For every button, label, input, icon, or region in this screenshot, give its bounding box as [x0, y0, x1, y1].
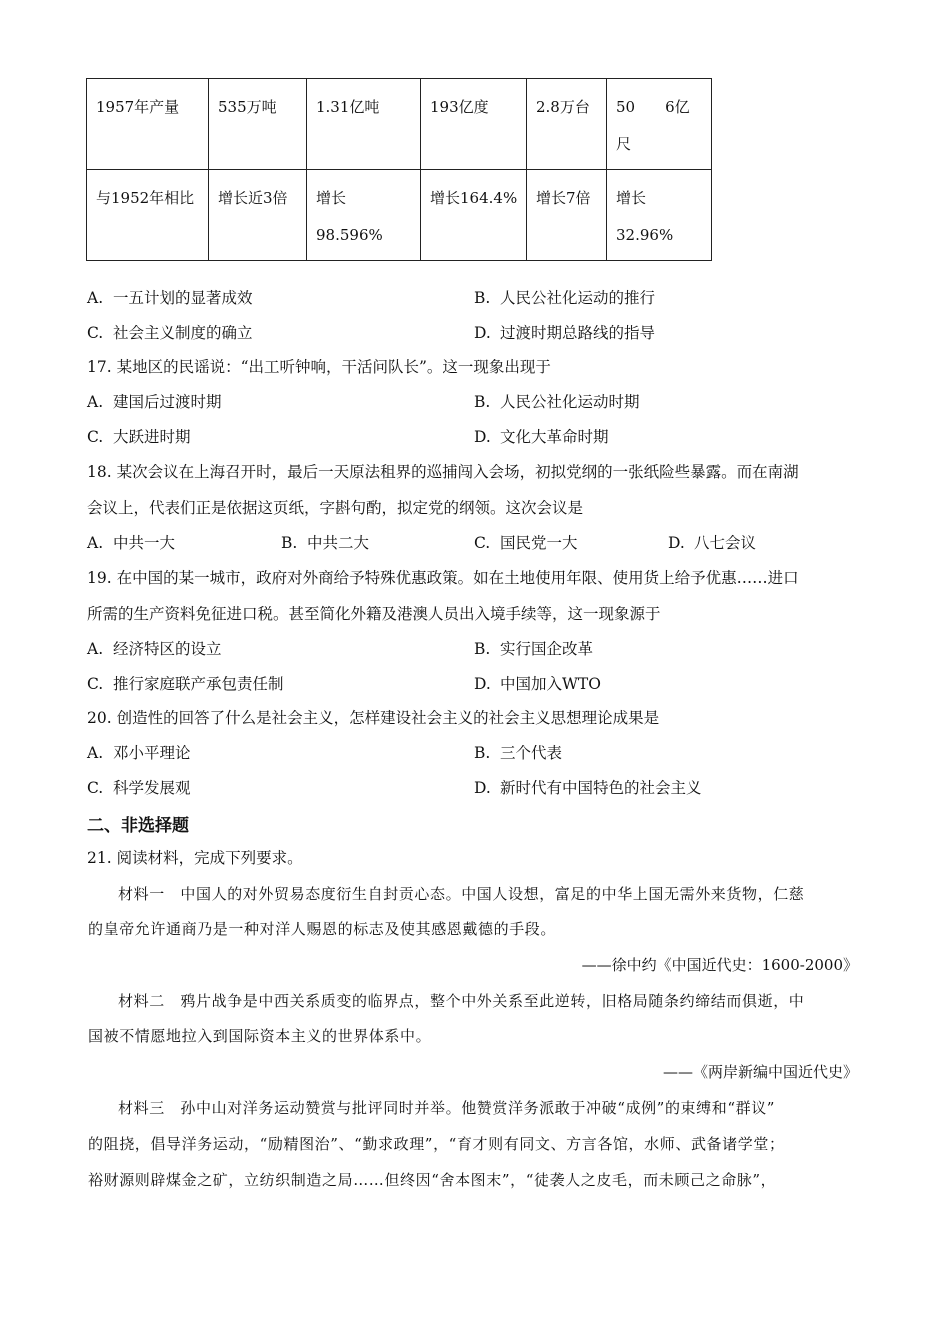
q19-option-b: [474, 639, 593, 659]
option-text: 三个代表: [500, 744, 563, 762]
table-cell: 增长近3倍: [209, 170, 307, 261]
material-1-line1: 材料一 中国人的对外贸易态度衍生自封贡心态。中国人设想，富足的中华上国无需外来货物，仁慈: [118, 885, 805, 903]
table-cell: 2.8万台: [527, 79, 607, 170]
q18-stem-line2: 会议上，代表们正是依据这页纸，字斟句酌，拟定党的纲领。这次会议是: [87, 499, 584, 517]
option-label: B.: [474, 393, 491, 411]
q16-option-b: [474, 288, 655, 308]
q19-stem-line2: 所需的生产资料免征进口税。甚至简化外籍及港澳人员出入境手续等，这一现象源于: [87, 605, 661, 623]
option-label: D.: [474, 779, 491, 797]
section-title: 二、非选择题: [87, 816, 189, 836]
q17-stem: 17. 某地区的民谣说：“出工听钟响，干活问队长”。这一现象出现于: [87, 358, 551, 376]
option-label: C.: [474, 534, 491, 552]
q18-stem-line1: 18. 某次会议在上海召开时，最后一天原法租界的巡捕闯入会场，初拟党纲的一张纸险些暴露。而在南湖: [87, 463, 799, 481]
table-cell: 增长7倍: [527, 170, 607, 261]
table-cell: 193亿度: [421, 79, 527, 170]
option-label: C.: [87, 675, 104, 693]
option-text: 中国加入WTO: [500, 675, 601, 693]
option-text: 邓小平理论: [113, 744, 191, 762]
option-label: B.: [474, 640, 491, 658]
option-text: 过渡时期总路线的指导: [500, 324, 656, 342]
option-label: A.: [87, 640, 104, 658]
material-3-line1: 材料三 孙中山对洋务运动赞赏与批评同时并举。他赞赏洋务派敢于冲破“成例”的束缚和“群议”: [118, 1099, 776, 1117]
table-cell: 增长32.96%: [607, 170, 712, 261]
option-label: D.: [668, 534, 685, 552]
option-text: 经济特区的设立: [113, 640, 222, 658]
material-3-line3: 裕财源则辟煤金之矿，立纺织制造之局……但终因“舍本图末”，“徒袭人之皮毛，而未顾己之命脉”，: [88, 1171, 777, 1189]
option-text: 国民党一大: [500, 534, 578, 552]
option-text: 建国后过渡时期: [113, 393, 222, 411]
q18-option-d: [668, 533, 756, 553]
option-text: 新时代有中国特色的社会主义: [500, 779, 702, 797]
table-cell: 增长98.596%: [307, 170, 421, 261]
option-text: 中共二大: [307, 534, 370, 552]
table-cell: 535万吨: [209, 79, 307, 170]
option-text: 一五计划的显著成效: [113, 289, 253, 307]
option-label: C.: [87, 428, 104, 446]
q16-option-d: [474, 323, 655, 343]
q18-option-b: [281, 533, 369, 553]
q16-option-c: [87, 323, 253, 343]
q19-option-a: [87, 639, 222, 659]
option-text: 中共一大: [113, 534, 176, 552]
production-table: [86, 78, 712, 261]
option-text: 推行家庭联产承包责任制: [113, 675, 284, 693]
option-label: D.: [474, 428, 491, 446]
material-2-source: ——《两岸新编中国近代史》: [662, 1063, 858, 1081]
q21-stem: 21. 阅读材料，完成下列要求。: [87, 849, 303, 867]
option-label: B.: [474, 289, 491, 307]
material-2-line2: 国被不情愿地拉入到国际资本主义的世界体系中。: [88, 1027, 432, 1045]
table-cell: 1.31亿吨: [307, 79, 421, 170]
q17-option-d: [474, 427, 609, 447]
option-text: 科学发展观: [113, 779, 191, 797]
q20-option-a: [87, 743, 191, 763]
q18-option-a: [87, 533, 175, 553]
option-label: A.: [87, 744, 104, 762]
table-row: [87, 170, 712, 261]
material-1-line2: 的皇帝允许通商乃是一种对洋人赐恩的标志及使其感恩戴德的手段。: [88, 920, 557, 938]
q19-stem-line1: 19. 在中国的某一城市，政府对外商给予特殊优惠政策。如在土地使用年限、使用货上给予优惠……进口: [87, 569, 799, 587]
q19-option-c: [87, 674, 284, 694]
option-text: 社会主义制度的确立: [113, 324, 253, 342]
option-label: C.: [87, 324, 104, 342]
option-label: C.: [87, 779, 104, 797]
option-text: 文化大革命时期: [500, 428, 609, 446]
option-label: A.: [87, 393, 104, 411]
option-text: 八七会议: [694, 534, 757, 552]
table-cell: 与1952年相比: [87, 170, 209, 261]
option-label: D.: [474, 675, 491, 693]
q19-option-d: [474, 674, 601, 694]
option-label: B.: [281, 534, 298, 552]
q20-stem: 20. 创造性的回答了什么是社会主义，怎样建设社会主义的社会主义思想理论成果是: [87, 709, 660, 727]
q17-option-b: [474, 392, 640, 412]
q20-option-b: [474, 743, 562, 763]
q20-option-d: [474, 778, 702, 798]
q16-option-a: [87, 288, 253, 308]
option-label: A.: [87, 534, 104, 552]
option-label: B.: [474, 744, 491, 762]
table-cell: 增长164.4%: [421, 170, 527, 261]
option-text: 实行国企改革: [500, 640, 594, 658]
option-text: 人民公社化运动时期: [500, 393, 640, 411]
q17-option-c: [87, 427, 191, 447]
table-cell: 50 6亿尺: [607, 79, 712, 170]
material-2-line1: 材料二 鸦片战争是中西关系质变的临界点，整个中外关系至此逆转，旧格局随条约缔结而俱逝，中: [118, 992, 805, 1010]
material-1-source: ——徐中约《中国近代史：1600-2000》: [581, 956, 858, 974]
material-3-line2: 的阻挠，倡导洋务运动，“励精图治”、“勤求政理”，“育才则有同文、方言各馆，水师、武备诸学堂；: [88, 1135, 785, 1153]
table-cell: 1957年产量: [87, 79, 209, 170]
option-text: 人民公社化运动的推行: [500, 289, 656, 307]
table-row: [87, 79, 712, 170]
q17-option-a: [87, 392, 222, 412]
q20-option-c: [87, 778, 191, 798]
option-text: 大跃进时期: [113, 428, 191, 446]
option-label: D.: [474, 324, 491, 342]
option-label: A.: [87, 289, 104, 307]
q18-option-c: [474, 533, 578, 553]
